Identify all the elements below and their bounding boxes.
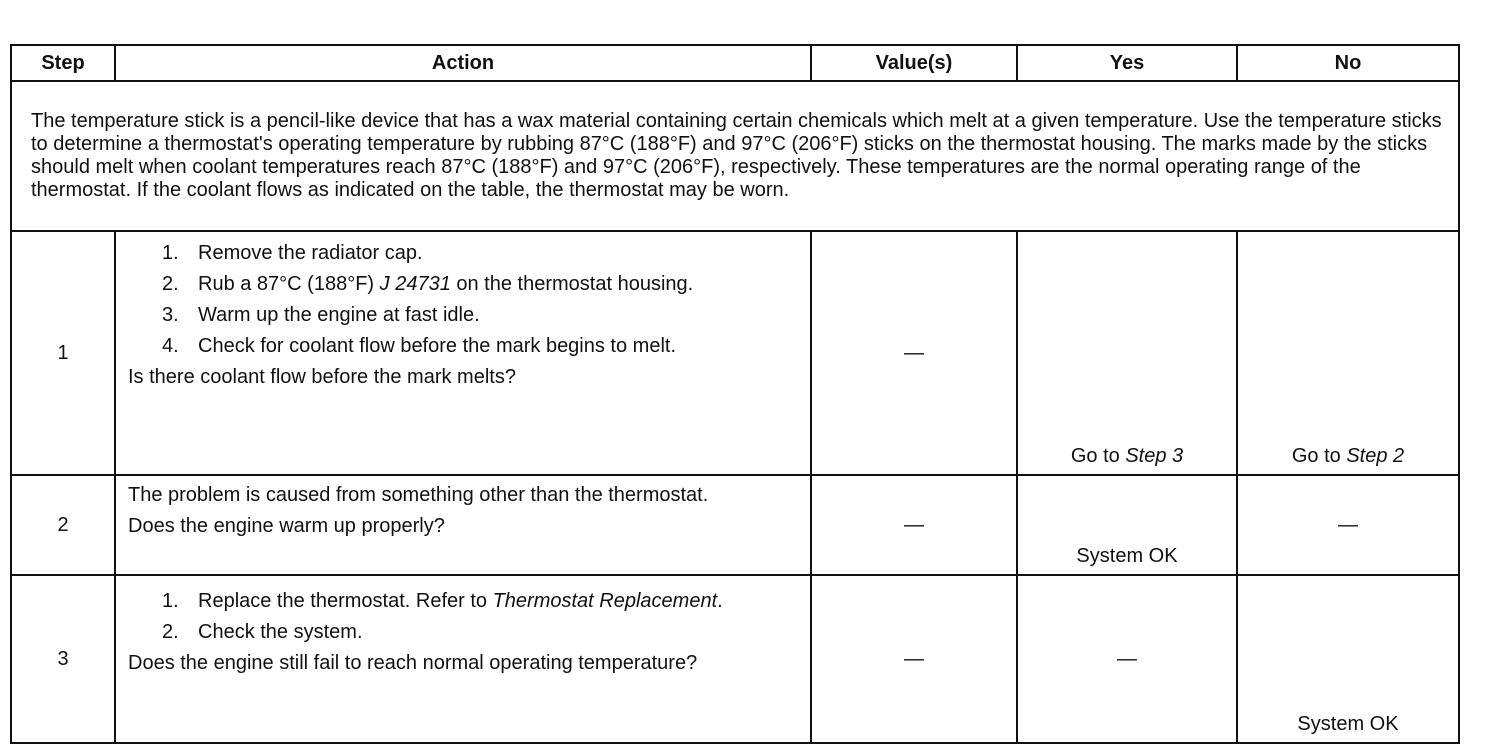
table-row <box>11 475 1459 575</box>
action-cell <box>115 475 811 575</box>
action-cell <box>115 575 811 743</box>
intro-row <box>11 81 1459 231</box>
no-cell: — <box>1237 475 1459 575</box>
header-yes: Yes <box>1017 45 1237 81</box>
step-number: 3 <box>11 575 115 743</box>
question: Is there coolant flow before the mark melts? <box>128 366 516 388</box>
step-link: Step 2 <box>1346 445 1405 467</box>
intro-text: The temperature stick is a pencil-like device that has a wax material containing certain chemicals which melt at a given temperature. Use the temperature sticks to determine a thermostat's operating temperature by rubbing 87°C (188°F) and 97°C (206°F) sticks on the thermostat housing. The marks made by the sticks should melt when coolant temperatures reach 87°C (188°F) and 97°C (206°F), respectively. These temperatures are the normal operating range of the thermostat. If the coolant flows as indicated on the table, the thermostat may be worn. <box>11 81 1459 231</box>
diagnostic-table <box>10 44 1460 744</box>
list-item: 1. Remove the radiator cap. <box>162 242 423 264</box>
yes-cell: System OK <box>1017 475 1237 575</box>
header-step: Step <box>11 45 115 81</box>
question: Does the engine warm up properly? <box>128 515 445 537</box>
yes-cell: Go to Step 3 <box>1017 231 1237 475</box>
action-list <box>128 590 802 644</box>
list-item: 4. Check for coolant flow before the mark begins to melt. <box>162 335 677 357</box>
header-values: Value(s) <box>811 45 1017 81</box>
table-row <box>11 231 1459 475</box>
list-item: 1. Replace the thermostat. Refer to Thermostat Replacement. <box>162 590 723 612</box>
no-cell: System OK <box>1237 575 1459 743</box>
yes-cell: — <box>1017 575 1237 743</box>
list-item: 2. Rub a 87°C (188°F) J 24731 on the thermostat housing. <box>162 273 694 295</box>
value-cell: — <box>811 575 1017 743</box>
step-link: Step 3 <box>1125 445 1184 467</box>
tool-reference: J 24731 <box>379 273 451 295</box>
section-reference: Thermostat Replacement <box>492 590 718 612</box>
list-item: 2. Check the system. <box>162 621 363 643</box>
step-number: 2 <box>11 475 115 575</box>
action-list <box>128 242 802 358</box>
no-cell: Go to Step 2 <box>1237 231 1459 475</box>
header-row <box>11 45 1459 81</box>
question: Does the engine still fail to reach normal operating temperature? <box>128 652 698 674</box>
header-no: No <box>1237 45 1459 81</box>
action-cell <box>115 231 811 475</box>
value-cell: — <box>811 231 1017 475</box>
value-cell: — <box>811 475 1017 575</box>
statement: The problem is caused from something other than the thermostat. <box>128 484 709 506</box>
table-row <box>11 575 1459 743</box>
list-item: 3. Warm up the engine at fast idle. <box>162 304 480 326</box>
step-number: 1 <box>11 231 115 475</box>
header-action: Action <box>115 45 811 81</box>
